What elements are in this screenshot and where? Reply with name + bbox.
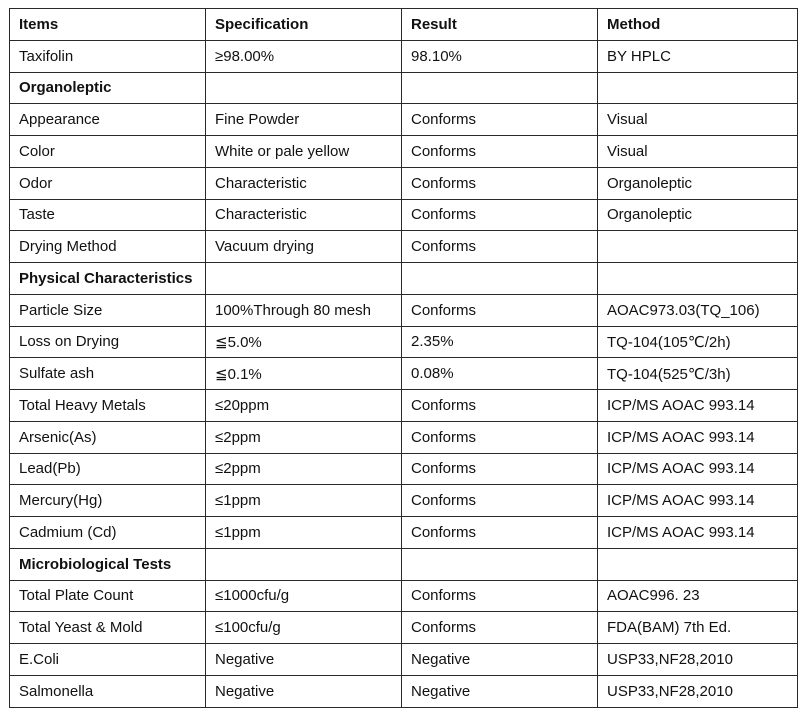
cell-item: Appearance — [10, 104, 206, 136]
cell-result: Conforms — [402, 517, 598, 549]
section-row — [10, 263, 798, 295]
cell-result: 0.08% — [402, 358, 598, 390]
cell-result: Conforms — [402, 294, 598, 326]
table-row — [10, 358, 798, 390]
cell-result: Conforms — [402, 421, 598, 453]
table-row — [10, 136, 798, 168]
cell-method: ICP/MS AOAC 993.14 — [598, 421, 798, 453]
table-row — [10, 612, 798, 644]
cell-specification — [206, 548, 402, 580]
cell-specification: Negative — [206, 675, 402, 707]
cell-result: Conforms — [402, 612, 598, 644]
cell-item: Drying Method — [10, 231, 206, 263]
cell-method: TQ-104(105℃/2h) — [598, 326, 798, 358]
cell-specification: ≦5.0% — [206, 326, 402, 358]
cell-specification: ≤2ppm — [206, 421, 402, 453]
cell-method: BY HPLC — [598, 40, 798, 72]
cell-method: AOAC996. 23 — [598, 580, 798, 612]
cell-method: USP33,NF28,2010 — [598, 644, 798, 676]
cell-result: Conforms — [402, 580, 598, 612]
cell-specification: ≤2ppm — [206, 453, 402, 485]
table-row — [10, 167, 798, 199]
cell-item: Loss on Drying — [10, 326, 206, 358]
cell-specification: ≦0.1% — [206, 358, 402, 390]
cell-method: ICP/MS AOAC 993.14 — [598, 453, 798, 485]
cell-item: Lead(Pb) — [10, 453, 206, 485]
cell-result: Conforms — [402, 104, 598, 136]
cell-specification: ≥98.00% — [206, 40, 402, 72]
cell-item: Salmonella — [10, 675, 206, 707]
table-row — [10, 40, 798, 72]
cell-method: ICP/MS AOAC 993.14 — [598, 517, 798, 549]
cell-result: Negative — [402, 675, 598, 707]
cell-result: Conforms — [402, 199, 598, 231]
cell-item: Odor — [10, 167, 206, 199]
cell-method: TQ-104(525℃/3h) — [598, 358, 798, 390]
cell-result: 98.10% — [402, 40, 598, 72]
cell-result: Conforms — [402, 167, 598, 199]
section-row — [10, 72, 798, 104]
cell-item: Total Yeast & Mold — [10, 612, 206, 644]
table-body — [10, 40, 798, 707]
cell-method: Organoleptic — [598, 199, 798, 231]
section-title: Organoleptic — [10, 72, 206, 104]
cell-specification — [206, 263, 402, 295]
section-row — [10, 548, 798, 580]
header-items: Items — [10, 9, 206, 41]
cell-result: Conforms — [402, 453, 598, 485]
table-row — [10, 453, 798, 485]
table-row — [10, 326, 798, 358]
cell-item: Sulfate ash — [10, 358, 206, 390]
table-row — [10, 104, 798, 136]
cell-method — [598, 263, 798, 295]
section-title: Microbiological Tests — [10, 548, 206, 580]
cell-result — [402, 72, 598, 104]
cell-result — [402, 548, 598, 580]
table-row — [10, 199, 798, 231]
cell-result: Conforms — [402, 136, 598, 168]
table-row — [10, 421, 798, 453]
cell-specification — [206, 72, 402, 104]
cell-item: Taxifolin — [10, 40, 206, 72]
cell-method — [598, 548, 798, 580]
cell-item: E.Coli — [10, 644, 206, 676]
cell-method: ICP/MS AOAC 993.14 — [598, 485, 798, 517]
cell-item: Color — [10, 136, 206, 168]
specification-table — [9, 8, 798, 708]
cell-result: Conforms — [402, 485, 598, 517]
cell-method — [598, 72, 798, 104]
cell-specification: ≤20ppm — [206, 390, 402, 422]
table-row — [10, 294, 798, 326]
cell-specification: ≤1ppm — [206, 517, 402, 549]
cell-specification: ≤1ppm — [206, 485, 402, 517]
cell-result: Conforms — [402, 231, 598, 263]
cell-method: USP33,NF28,2010 — [598, 675, 798, 707]
header-result: Result — [402, 9, 598, 41]
table-row — [10, 644, 798, 676]
cell-item: Arsenic(As) — [10, 421, 206, 453]
cell-result: Negative — [402, 644, 598, 676]
cell-result — [402, 263, 598, 295]
header-specification: Specification — [206, 9, 402, 41]
table-row — [10, 517, 798, 549]
table-row — [10, 580, 798, 612]
cell-method: Visual — [598, 136, 798, 168]
table-row — [10, 390, 798, 422]
table-row — [10, 485, 798, 517]
header-row — [10, 9, 798, 41]
section-title: Physical Characteristics — [10, 263, 206, 295]
cell-specification: Characteristic — [206, 167, 402, 199]
cell-specification: 100%Through 80 mesh — [206, 294, 402, 326]
cell-item: Mercury(Hg) — [10, 485, 206, 517]
cell-method: ICP/MS AOAC 993.14 — [598, 390, 798, 422]
cell-item: Cadmium (Cd) — [10, 517, 206, 549]
cell-specification: ≤1000cfu/g — [206, 580, 402, 612]
cell-item: Total Plate Count — [10, 580, 206, 612]
cell-result: Conforms — [402, 390, 598, 422]
cell-method: Organoleptic — [598, 167, 798, 199]
cell-specification: White or pale yellow — [206, 136, 402, 168]
cell-method: Visual — [598, 104, 798, 136]
cell-specification: Negative — [206, 644, 402, 676]
cell-specification: ≤100cfu/g — [206, 612, 402, 644]
cell-specification: Vacuum drying — [206, 231, 402, 263]
cell-method — [598, 231, 798, 263]
cell-item: Total Heavy Metals — [10, 390, 206, 422]
cell-item: Taste — [10, 199, 206, 231]
cell-specification: Characteristic — [206, 199, 402, 231]
cell-item: Particle Size — [10, 294, 206, 326]
table-row — [10, 675, 798, 707]
cell-result: 2.35% — [402, 326, 598, 358]
cell-method: FDA(BAM) 7th Ed. — [598, 612, 798, 644]
cell-specification: Fine Powder — [206, 104, 402, 136]
table-row — [10, 231, 798, 263]
header-method: Method — [598, 9, 798, 41]
cell-method: AOAC973.03(TQ_106) — [598, 294, 798, 326]
